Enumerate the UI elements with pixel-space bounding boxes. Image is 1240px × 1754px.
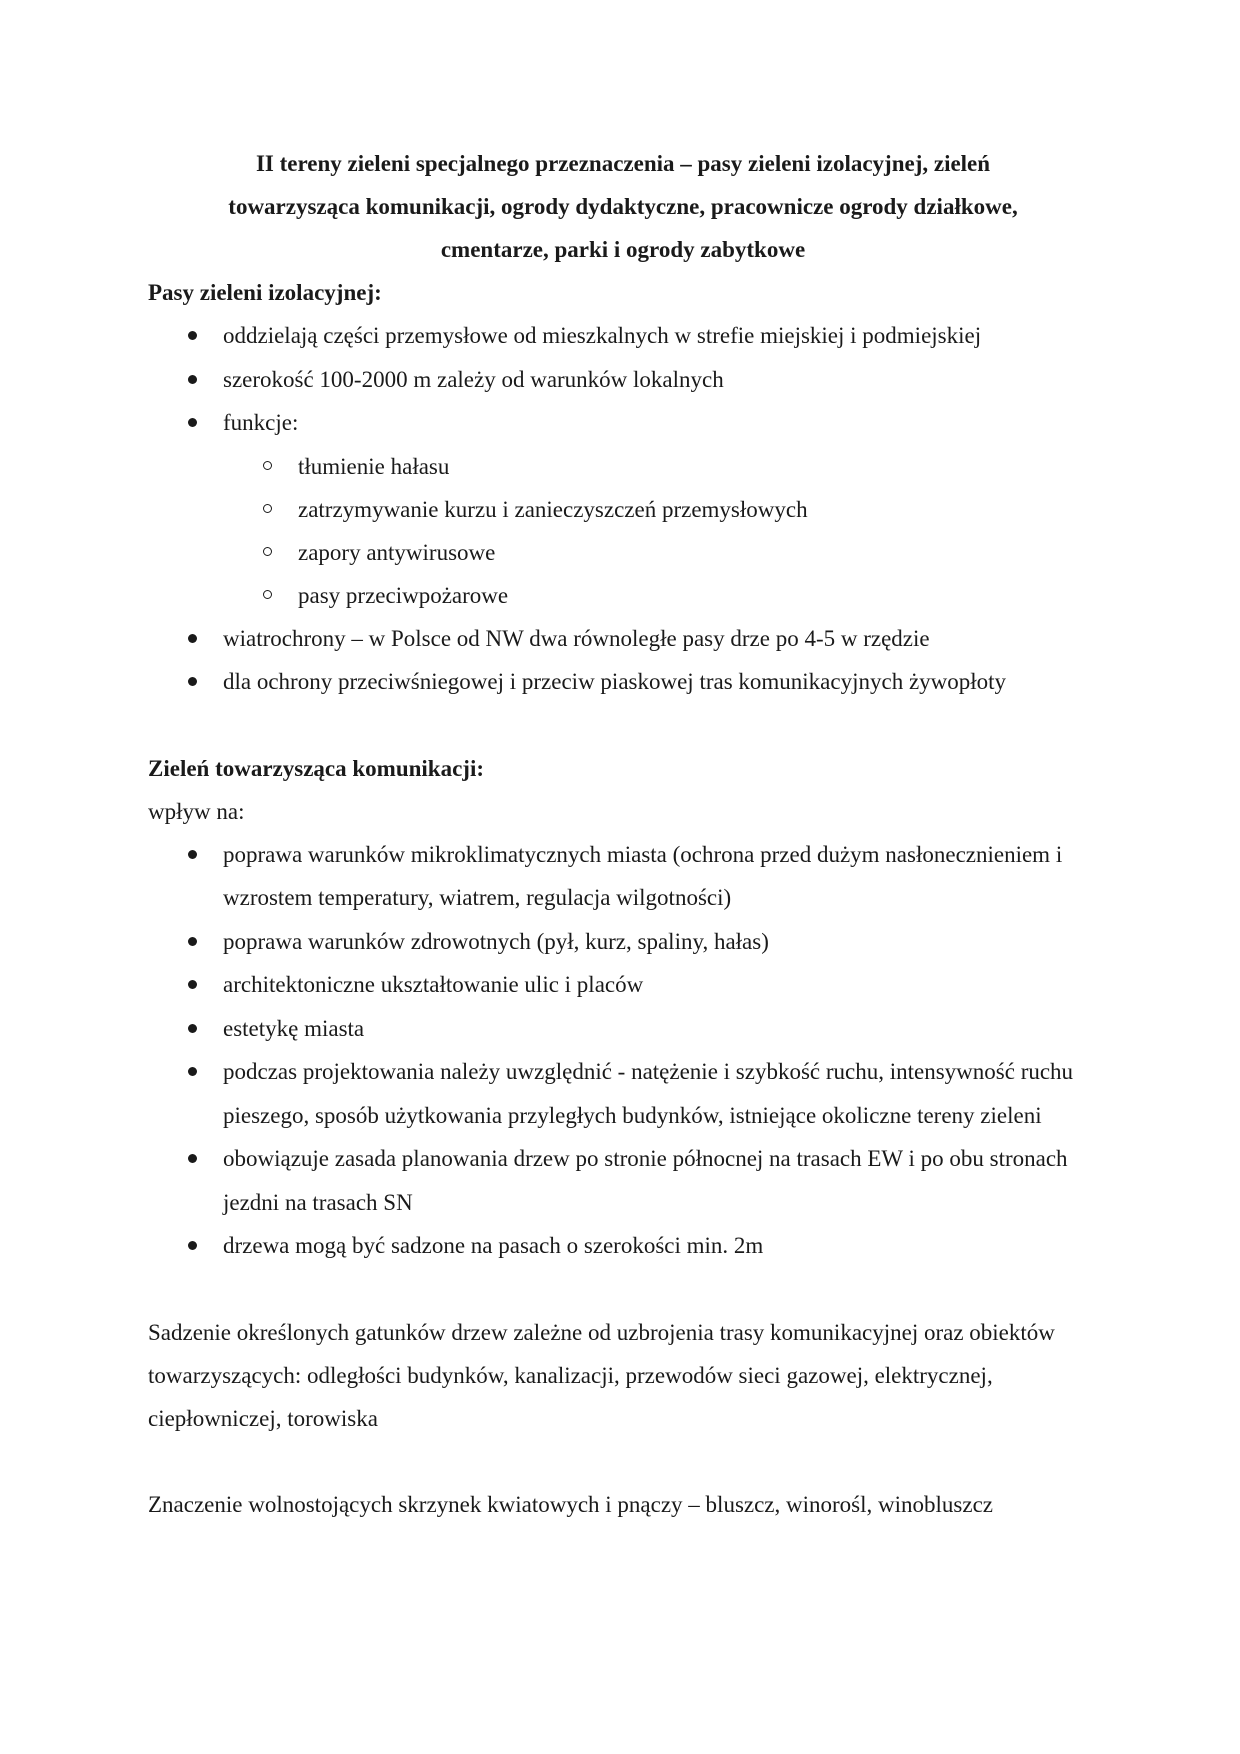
list-item — [148, 1050, 1098, 1137]
sub-list-item — [148, 531, 1098, 574]
list-item-text: podczas projektowania należy uwzględnić - natężenie i szybkość ruchu, intensywność ruchu pieszego, sposób użytkowania przyległych budynków, istniejące okoliczne tereny zieleni — [223, 1059, 1074, 1128]
sub-list-item — [148, 445, 1098, 488]
bullet-icon — [188, 1241, 197, 1250]
list-item — [148, 660, 1098, 704]
spacer — [148, 704, 1098, 747]
bullet-icon — [188, 850, 197, 859]
document-body — [148, 142, 1098, 1526]
sub-list-item-text: zatrzymywanie kurzu i zanieczyszczeń przemysłowych — [298, 496, 808, 522]
document-title — [148, 142, 1098, 271]
list-item-text: dla ochrony przeciwśniegowej i przeciw piaskowej tras komunikacyjnych żywopłoty — [223, 669, 1007, 694]
list-item — [148, 963, 1098, 1007]
sub-list-item — [148, 574, 1098, 617]
bullet-icon — [188, 634, 197, 643]
bullet-icon — [188, 375, 197, 384]
bullet-icon — [188, 1067, 197, 1076]
bullet-icon — [188, 1154, 197, 1163]
title-line: II tereny zieleni specjalnego przeznaczenia – pasy zieleni izolacyjnej, zieleń — [255, 151, 991, 176]
list-item — [148, 401, 1098, 617]
circle-bullet-icon — [263, 590, 272, 599]
list-item — [148, 1007, 1098, 1051]
spacer — [148, 1268, 1098, 1311]
bullet-icon — [188, 980, 197, 989]
list-item-text: oddzielają części przemysłowe od mieszkalnych w strefie miejskiej i podmiejskiej — [223, 323, 982, 348]
spacer — [148, 1440, 1098, 1483]
list-item-text: wiatrochrony – w Polsce od NW dwa równoległe pasy drze po 4-5 w rzędzie — [223, 625, 930, 651]
list-item — [148, 314, 1098, 358]
bullet-icon — [188, 331, 197, 340]
sub-list-item — [148, 488, 1098, 531]
title-line: cmentarze, parki i ogrody zabytkowe — [440, 237, 806, 262]
list-item — [148, 1224, 1098, 1268]
paragraph-sadzenie: Sadzenie określonych gatunków drzew zależne od uzbrojenia trasy komunikacyjnej oraz obiektów towarzyszących: odległości budynków, kanalizacji, przewodów sieci gazowej, elektrycznej, ciepłowniczej, torowiska — [148, 1319, 1055, 1431]
circle-bullet-icon — [263, 504, 272, 513]
list-item — [148, 1137, 1098, 1224]
section-heading-izolacyjna: Pasy zieleni izolacyjnej: — [148, 280, 382, 305]
sub-list-item-text: pasy przeciwpożarowe — [298, 582, 509, 608]
list-item-text: drzewa mogą być sadzone na pasach o szerokości min. 2m — [223, 1233, 764, 1258]
bullet-list-komunikacja — [148, 833, 1098, 1268]
circle-bullet-icon — [263, 547, 272, 556]
bullet-icon — [188, 937, 197, 946]
title-line: towarzysząca komunikacji, ogrody dydaktyczne, pracownicze ogrody działkowe, — [228, 194, 1018, 219]
circle-bullet-icon — [263, 461, 272, 470]
list-item-text: poprawa warunków mikroklimatycznych miasta (ochrona przed dużym nasłonecznieniem i wzrostem temperatury, wiatrem, regulacja wilgotności) — [223, 841, 1063, 910]
list-item-text: architektoniczne ukształtowanie ulic i placów — [223, 972, 644, 997]
list-item — [148, 358, 1098, 402]
list-item-text: obowiązuje zasada planowania drzew po stronie północnej na trasach EW i po obu stronach jezdni na trasach SN — [223, 1146, 1068, 1215]
bullet-list-izolacyjna — [148, 314, 1098, 704]
list-item — [148, 920, 1098, 964]
section-heading-komunikacja: Zieleń towarzysząca komunikacji: — [148, 755, 485, 781]
bullet-icon — [188, 1024, 197, 1033]
list-item-text: poprawa warunków zdrowotnych (pył, kurz, spaliny, hałas) — [223, 928, 769, 954]
list-item — [148, 833, 1098, 920]
sub-list-item-text: tłumienie hałasu — [298, 453, 450, 479]
list-item — [148, 617, 1098, 661]
list-item-text: szerokość 100-2000 m zależy od warunków lokalnych — [223, 366, 724, 392]
sub-list-item-text: zapory antywirusowe — [298, 539, 496, 565]
list-item-text: estetykę miasta — [223, 1015, 365, 1041]
bullet-icon — [188, 418, 197, 427]
section-intro: wpływ na: — [148, 798, 245, 824]
sub-list-funkcje — [148, 445, 1098, 617]
list-item-text: funkcje: — [223, 410, 299, 435]
paragraph-znaczenie: Znaczenie wolnostojących skrzynek kwiatowych i pnączy – bluszcz, winorośl, winobluszcz — [148, 1491, 993, 1517]
bullet-icon — [188, 677, 197, 686]
